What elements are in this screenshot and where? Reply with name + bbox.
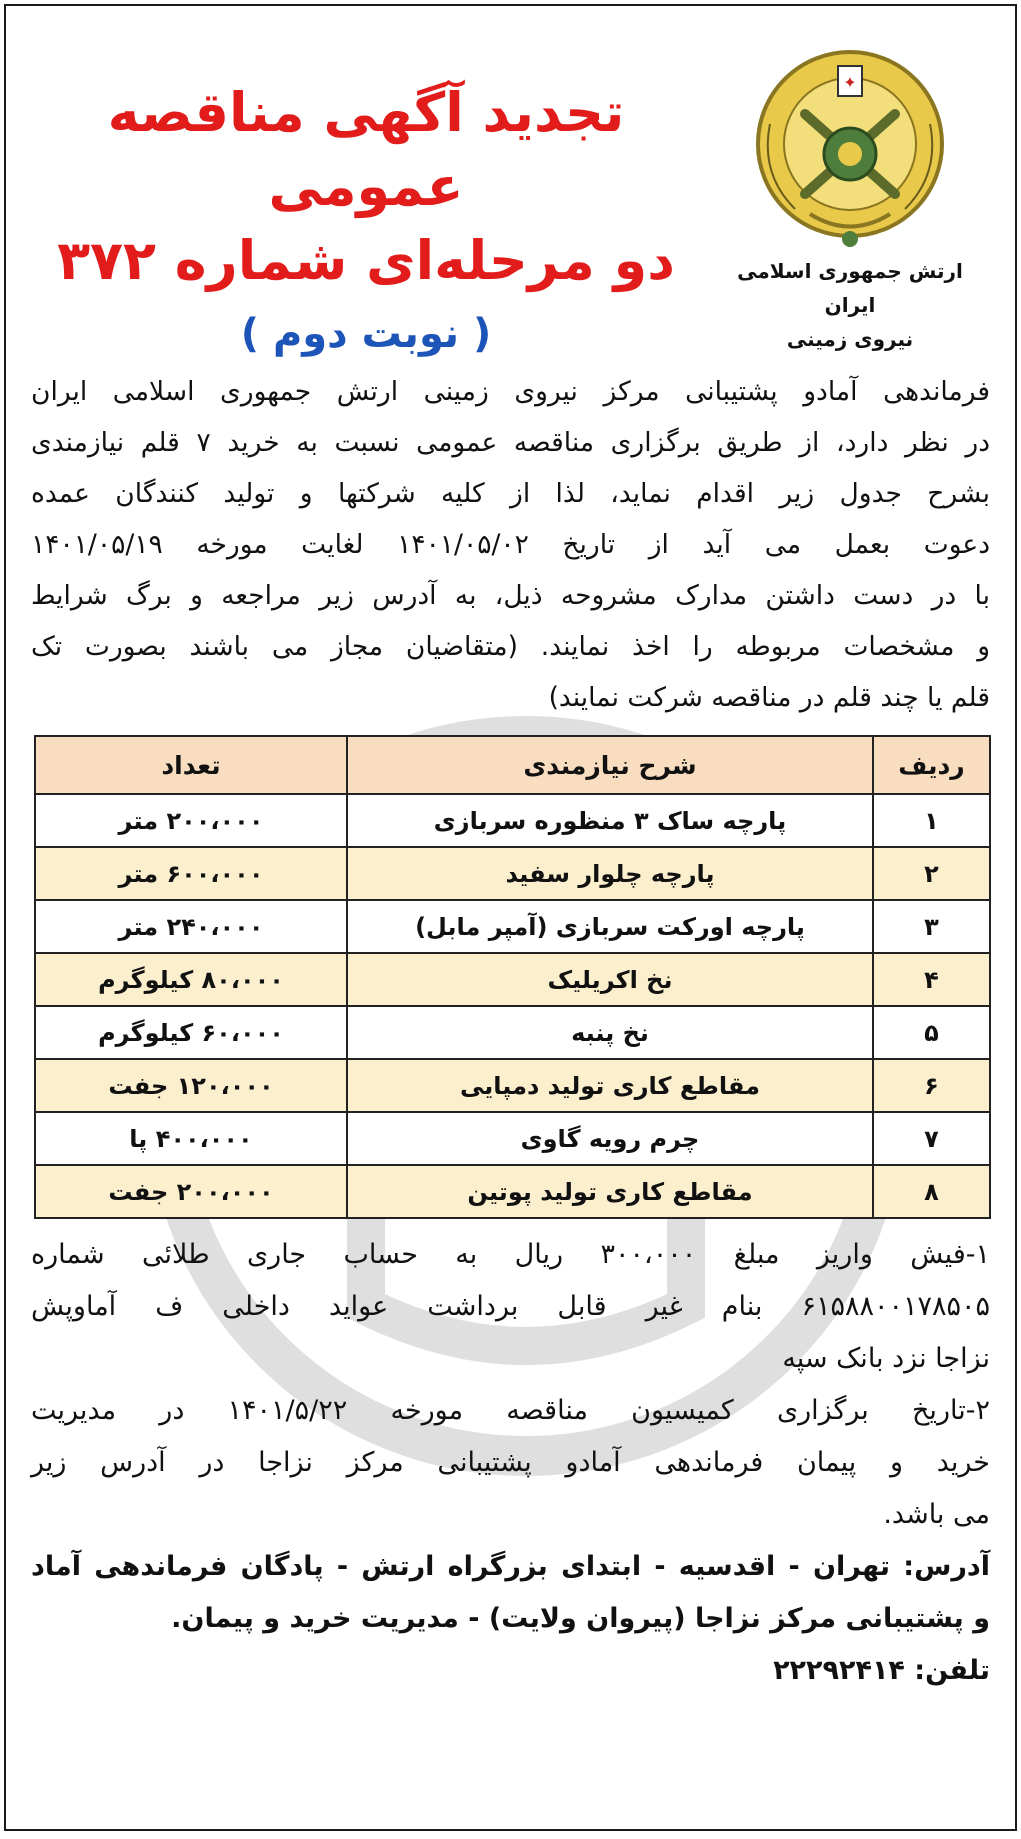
intro-line: و مشخصات مربوطه را اخذ نمایند. (متقاضیان مجاز می باشند بصورت تک [31, 631, 990, 662]
intro-line: فرماندهی آمادو پشتیبانی مرکز نیروی زمینی ارتش جمهوری اسلامی ایران [31, 376, 990, 407]
row-description: نخ پنبه [347, 1006, 873, 1059]
intro-line: با در دست داشتن مدارک مشروحه ذیل، به آدرس زیر مراجعه و برگ شرایط [31, 580, 990, 611]
row-number: ۲ [873, 847, 990, 900]
table-row [35, 1006, 990, 1059]
table-row [35, 953, 990, 1006]
row-number: ۶ [873, 1059, 990, 1112]
row-description: پارچه ساک ۳ منظوره سربازی [347, 794, 873, 847]
notice-title-number: دو مرحله‌ای شماره ۳۷۲ [57, 229, 675, 292]
condition-line: ۶۱۵۸۸۰۰۱۷۸۵۰۵ بنام غیر قابل برداشت عواید داخلی ف آماوپش [31, 1291, 990, 1322]
row-quantity: ۶۰۰،۰۰۰ متر [35, 847, 347, 900]
row-description: مقاطع کاری تولید دمپایی [347, 1059, 873, 1112]
row-description: چرم رویه گاوی [347, 1112, 873, 1165]
row-number: ۱ [873, 794, 990, 847]
conditions-section [6, 1229, 1015, 1541]
row-quantity: ۲۰۰،۰۰۰ متر [35, 794, 347, 847]
requirements-table [34, 735, 991, 1219]
column-header-quantity: تعداد [35, 736, 347, 794]
table-row [35, 1059, 990, 1112]
organization-name: ارتش جمهوری اسلامی ایران [737, 259, 963, 317]
intro-line: قلم یا چند قلم در مناقصه شرکت نمایند) [548, 682, 990, 713]
row-quantity: ۶۰،۰۰۰ کیلوگرم [35, 1006, 347, 1059]
row-description: نخ اکریلیک [347, 953, 873, 1006]
row-description: مقاطع کاری تولید پوتین [347, 1165, 873, 1218]
organization-block [710, 44, 990, 356]
table-header-row [35, 736, 990, 794]
phone-number: تلفن: ۲۲۲۹۲۴۱۴ [773, 1655, 990, 1686]
row-description: پارچه اورکت سربازی (آمپر مابل) [347, 900, 873, 953]
organization-branch: نیروی زمینی [786, 327, 914, 351]
condition-line: ۲-تاریخ برگزاری کمیسیون مناقصه مورخه ۱۴۰۱/۵/۲۲ در مدیریت [31, 1395, 990, 1426]
row-number: ۳ [873, 900, 990, 953]
table-row [35, 847, 990, 900]
address-line: آدرس: تهران - اقدسیه - ابتدای بزرگراه ارتش - پادگان فرماندهی آماد [31, 1551, 990, 1582]
row-description: پارچه چلوار سفید [347, 847, 873, 900]
row-number: ۴ [873, 953, 990, 1006]
condition-line: خرید و پیمان فرماندهی آمادو پشتیبانی مرکز نزاجا در آدرس زیر [31, 1447, 990, 1478]
table-row [35, 794, 990, 847]
row-quantity: ۴۰۰،۰۰۰ پا [35, 1112, 347, 1165]
table-row [35, 1112, 990, 1165]
intro-line: دعوت بعمل می آید از تاریخ ۱۴۰۱/۰۵/۰۲ لغایت مورخه ۱۴۰۱/۰۵/۱۹ [31, 529, 990, 560]
column-header-row: ردیف [873, 736, 990, 794]
column-header-description: شرح نیازمندی [347, 736, 873, 794]
address-section [6, 1541, 1015, 1697]
notice-round: ( نوبت دوم ) [240, 311, 492, 357]
condition-line: ۱-فیش واریز مبلغ ۳۰۰،۰۰۰ ریال به حساب جاری طلائی شماره [31, 1239, 990, 1270]
intro-paragraph [6, 366, 1015, 723]
row-quantity: ۲۰۰،۰۰۰ جفت [35, 1165, 347, 1218]
svg-text:✦: ✦ [843, 73, 857, 92]
notice-title: تجدید آگهی مناقصه عمومی [107, 81, 625, 218]
condition-line: می باشد. [883, 1499, 990, 1530]
intro-line: بشرح جدول زیر اقدام نماید، لذا از کلیه شرکتها و تولید کنندگان عمده [31, 478, 990, 509]
army-emblem-icon [750, 44, 950, 254]
table-row [35, 1165, 990, 1218]
tender-notice [4, 4, 1017, 1831]
row-quantity: ۱۲۰،۰۰۰ جفت [35, 1059, 347, 1112]
title-block [46, 76, 686, 362]
condition-line: نزاجا نزد بانک سپه [782, 1343, 990, 1374]
row-quantity: ۸۰،۰۰۰ کیلوگرم [35, 953, 347, 1006]
row-number: ۵ [873, 1006, 990, 1059]
row-number: ۸ [873, 1165, 990, 1218]
header [6, 6, 1015, 366]
row-quantity: ۲۴۰،۰۰۰ متر [35, 900, 347, 953]
table-row [35, 900, 990, 953]
row-number: ۷ [873, 1112, 990, 1165]
address-line: و پشتیبانی مرکز نزاجا (پیروان ولایت) - مدیریت خرید و پیمان. [171, 1603, 990, 1634]
intro-line: در نظر دارد، از طریق برگزاری مناقصه عمومی نسبت به خرید ۷ قلم نیازمندی [31, 427, 990, 458]
